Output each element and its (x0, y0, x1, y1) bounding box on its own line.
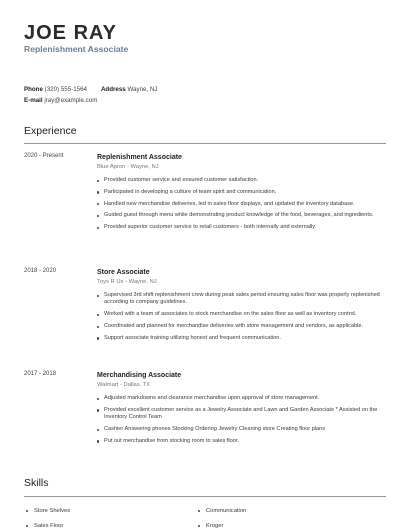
skill-item: Kroger (198, 523, 223, 529)
job-bullet: Provided superior customer service to retail customers - both internally and externally. (97, 224, 389, 231)
job-company: Blue Apron - Wayne, NJ (97, 164, 159, 170)
phone-label: Phone (24, 86, 43, 93)
job-bullet: Coordinated and planned for merchandise deliveries with store management and vendors, as applicable. (97, 323, 389, 330)
job-bullets (97, 292, 389, 342)
job-bullet: Support associate training utilizing honest and frequent communication. (97, 335, 389, 342)
address-label: Address (100, 86, 126, 93)
address-value: Wayne, NJ (127, 86, 158, 93)
job-dates: 2017 - 2018 (24, 371, 57, 377)
job-role: Store Associate (97, 269, 150, 276)
job-bullet: Handled new merchandise deliveries, led in sales floor displays, and updated the inventory database. (97, 201, 389, 208)
job-bullet: Provided excellent customer service as a Jewelry Associate and Lawn and Garden Associate * Assisted on the Inventory Control Team (97, 407, 389, 422)
job-bullet: Adjusted markdowns and clearance merchandise upon approval of store management. (97, 395, 389, 402)
phone-value: (320) 555-1564 (44, 86, 87, 93)
skill-item: Sales Floor (26, 523, 63, 529)
job-company: Toys R Us - Wayne, NJ (97, 279, 157, 285)
job-bullets (97, 395, 389, 445)
contact-line-1 (24, 86, 158, 93)
job-bullet: Cashier Answering phones Stocking Ordering Jewelry Cleaning store Creating floor plans (97, 426, 389, 433)
candidate-name: JOE RAY (24, 22, 117, 44)
skill-item: Communication (198, 508, 246, 514)
experience-divider (24, 143, 386, 144)
job-bullet: Put out merchandise from stocking room to sales floor. (97, 438, 389, 445)
job-dates: 2020 - Present (24, 153, 64, 159)
job-bullet: Guided guest through menu while demonstrating product knowledge of the food, beverages, and ingredients. (97, 212, 389, 219)
experience-heading: Experience (24, 125, 77, 137)
skills-heading: Skills (24, 477, 49, 489)
job-bullet: Worked with a team of associates to stock merchandise on the sales floor as well as inventory control. (97, 311, 389, 318)
skill-item: Store Shelves (26, 508, 70, 514)
job-role: Merchandising Associate (97, 372, 182, 379)
job-bullets (97, 177, 389, 232)
job-role: Replenishment Associate (97, 154, 182, 161)
job-bullet: Participated in developing a culture of team spirit and communication. (97, 189, 389, 196)
skills-divider (24, 496, 386, 497)
job-bullet: Provided customer service and ensured customer satisfaction. (97, 177, 389, 184)
job-dates: 2018 - 2020 (24, 268, 57, 274)
contact-line-2 (24, 97, 97, 104)
job-company: Walmart - Dallas, TX (97, 382, 151, 388)
candidate-title: Replenishment Associate (24, 44, 129, 54)
email-label: E-mail (24, 97, 43, 104)
email-value: jray@example.com (44, 97, 98, 104)
job-bullet: Supervised 3rd shift replenishment crew during peak sales period ensuring sales floor was properly replenished according to company guidelines. (97, 292, 389, 307)
